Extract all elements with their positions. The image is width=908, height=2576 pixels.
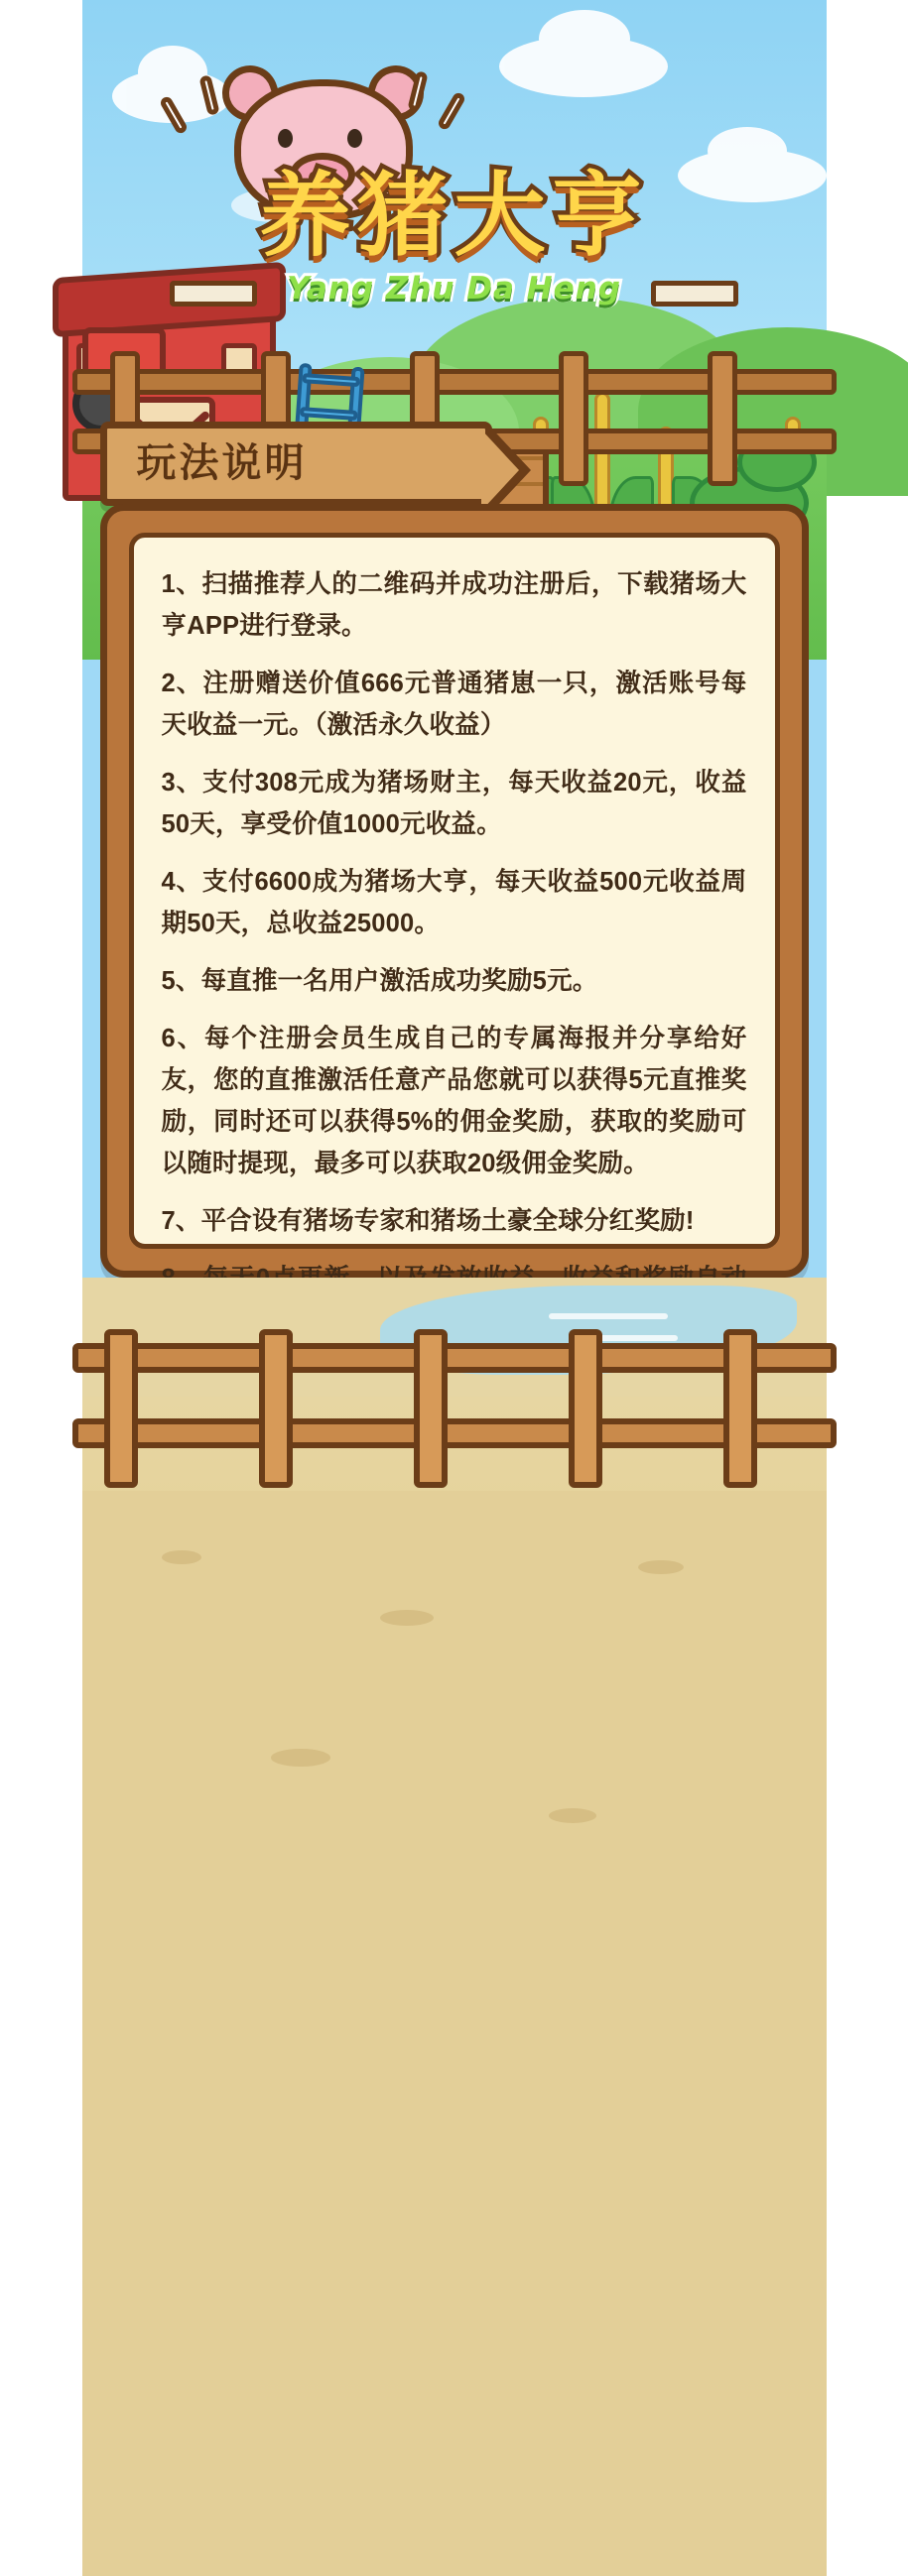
rule-item: 7、平合设有猪场专家和猪场土豪全球分红奖励!	[161, 1207, 695, 1235]
rule-item: 3、支付308元成为猪场财主，每天收益20元，收益50天，享受价值1000元收益。	[161, 769, 747, 838]
page-title: 养猪大亨	[259, 163, 649, 269]
promo-page	[82, 0, 827, 2576]
bottom-fence	[82, 1333, 827, 1502]
sign-arrow-inner	[481, 429, 519, 511]
subtitle-ribbon	[265, 269, 643, 308]
rule-item: 1、扫描推荐人的二维码并成功注册后，下载猪场大亨APP进行登录。	[161, 570, 747, 640]
ribbon-tail-left	[170, 281, 257, 307]
rules-card	[100, 504, 809, 1278]
rule-item: 5、每直推一名用户激活成功奖励5元。	[161, 967, 598, 995]
page-subtitle: Yang Zhu Da Heng	[287, 270, 621, 307]
rule-item: 4、支付6600成为猪场大亨，每天收益500元收益周期50天，总收益25000。	[161, 868, 747, 937]
logo-title-block	[82, 163, 827, 308]
rule-item: 2、注册赠送价值666元普通猪崽一只，激活账号每天收益一元。（激活永久收益）	[161, 670, 747, 739]
cloud-icon	[499, 36, 668, 97]
sign-label: 玩法说明	[136, 441, 308, 485]
ground-area	[82, 1491, 827, 2576]
bottom-scene	[82, 1278, 827, 2576]
ribbon-tail-right	[651, 281, 738, 307]
rules-card-inner	[129, 533, 780, 1249]
river-highlight	[549, 1313, 668, 1319]
rules-signboard	[100, 422, 492, 506]
rule-item: 6、每个注册会员生成自己的专属海报并分享给好友，您的直推激活任意产品您就可以获得5元直推奖励，同时还可以获得5%的佣金奖励，获取的奖励可以随时提现，最多可以获取20级佣金奖励。	[161, 1025, 747, 1177]
